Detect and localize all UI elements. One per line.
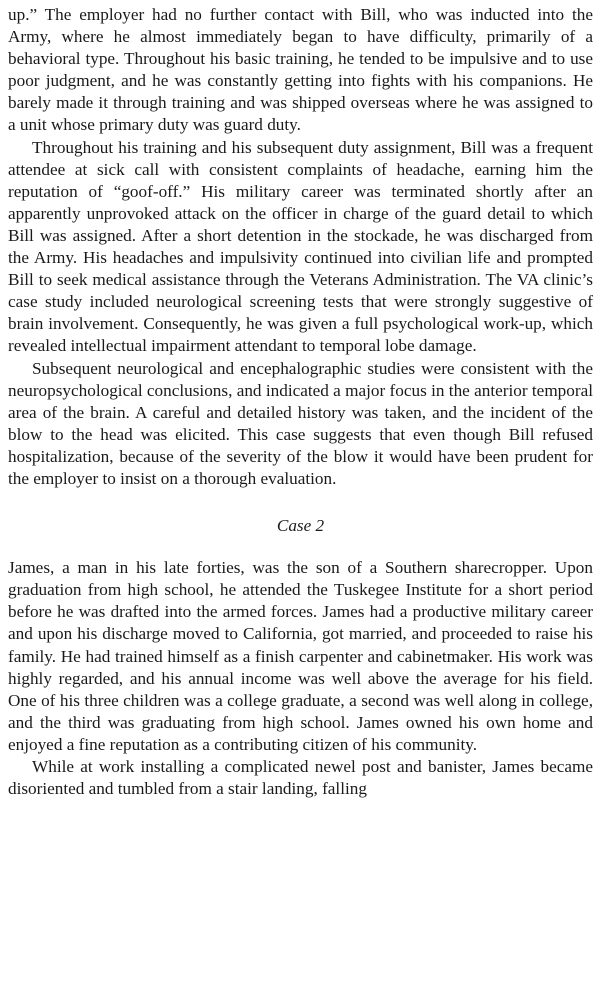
paragraph-bill-conclusion: Subsequent neurological and encephalographic studies were consistent with the neuropsychological conclusions, and indicated a major focus in the anterior temporal area of the brain. A careful and detailed history was taken, and the incident of the blow to the head was elicited. This case suggests that even though Bill refused hospitalization, because of the severity of the blow it would have been prudent for the employer to insist on a thorough evaluation. [8,358,593,488]
paragraph-james-fall: While at work installing a complicated newel post and banister, James became disoriented and tumbled from a stair landing, falling [8,757,593,799]
case-2-heading: Case 2 [276,516,325,536]
paragraph-james-background: James, a man in his late forties, was the son of a Southern sharecropper. Upon graduation from high school, he attended the Tuskegee Institute for a short period before he was drafted into the armed forces. James had a productive military career and upon his discharge moved to California, got married, and proceeded to raise his family. He had trained himself as a finish carpenter and cabinetmaker. His work was highly regarded, and his annual income was well above the average for his field. One of his three children was a college graduate, a second was well along in college, and the third was graduating from high school. James owned his own home and enjoyed a fine reputation as a contributing citizen of his community. [8,558,593,754]
paragraph-bill-army: up.” The employer had no further contact with Bill, who was inducted into the Army, where he almost immediately began to have difficulty, primarily of a behavioral type. Throughout his basic training, he tended to be impulsive and to use poor judgment, and he was constantly getting into fights with his companions. He barely made it through training and was shipped overseas where he was assigned to a unit whose primary duty was guard duty. [8,5,593,135]
paragraph-bill-discharge: Throughout his training and his subsequent duty assignment, Bill was a frequent attendee at sick call with consistent complaints of headache, earning him the reputation of “goof-off.” His military career was terminated shortly after an apparently unprovoked attack on the officer in charge of the guard detail to which Bill was assigned. After a short detention in the stockade, he was discharged from the Army. His headaches and impulsivity continued into civilian life and prompted Bill to seek medical assistance through the Veterans Administration. The VA clinic’s case study included neurological screening tests that were strongly suggestive of brain involvement. Consequently, he was given a full psychological work-up, which revealed intellectual impairment attendant to temporal lobe damage. [8,137,593,356]
